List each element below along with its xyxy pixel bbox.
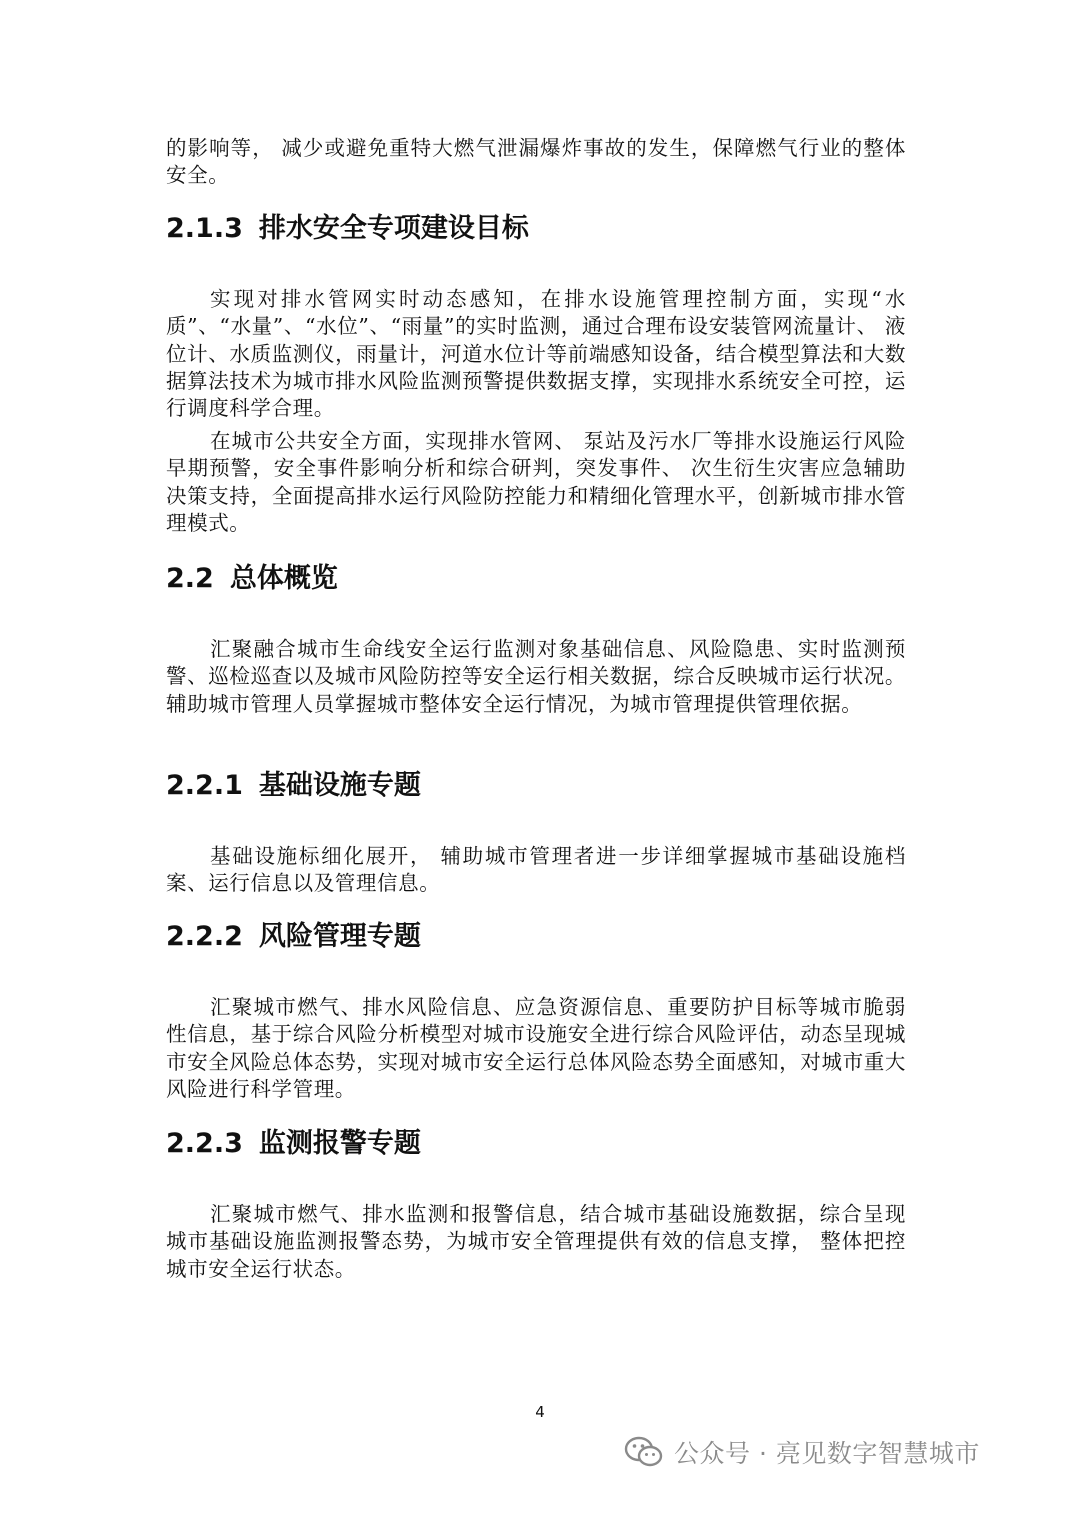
- paragraph-intro: 的影响等， 减少或避免重特大燃气泄漏爆炸事故的发生，保障燃气行业的整体安全。: [166, 136, 906, 188]
- paragraph-risk-management: 汇聚城市燃气、排水风险信息、应急资源信息、重要防护目标等城市脆弱性信息，基于综合风险分析模型对城市设施安全进行综合风险评估，动态呈现城市安全风险总体态势，实现对城市安全运行总体风险态势全面感知，对城市重大风险进行科学管理。: [166, 995, 906, 1101]
- heading-number: 2.2.3: [166, 1128, 243, 1159]
- paragraph-drainage-goal-2: 在城市公共安全方面，实现排水管网、 泵站及污水厂等排水设施运行风险早期预警，安全事件影响分析和综合研判，突发事件、 次生衍生灾害应急辅助决策支持，全面提高排水运行风险防控能力和精细化管理水平，创新城市排水管理模式。: [166, 429, 906, 535]
- heading-number: 2.2.2: [166, 921, 243, 952]
- wechat-icon: [624, 1435, 664, 1469]
- watermark: [624, 1432, 980, 1472]
- page-number: 4: [535, 1403, 545, 1421]
- heading-2-2: [166, 562, 338, 596]
- paragraph-infrastructure: 基础设施标细化展开， 辅助城市管理者进一步详细掌握城市基础设施档案、运行信息以及管理信息。: [166, 844, 906, 896]
- heading-title: 风险管理专题: [258, 921, 421, 952]
- heading-2-2-1: [166, 769, 421, 803]
- paragraph-overview: 汇聚融合城市生命线安全运行监测对象基础信息、风险隐患、实时监测预警、巡检巡查以及城市风险防控等安全运行相关数据，综合反映城市运行状况。辅助城市管理人员掌握城市整体安全运行情况，为城市管理提供管理依据。: [166, 637, 906, 716]
- heading-title: 监测报警专题: [258, 1128, 421, 1159]
- heading-2-1-3: [166, 212, 529, 246]
- heading-2-2-3: [166, 1127, 421, 1161]
- heading-title: 排水安全专项建设目标: [258, 213, 529, 244]
- paragraph-drainage-goal-1: 实现对排水管网实时动态感知，在排水设施管理控制方面，实现“水质”、“水量”、“水位”、“雨量”的实时监测，通过合理布设安装管网流量计、 液位计、水质监测仪，雨量计，河道水位计等前端感知设备，结合模型算法和大数据算法技术为城市排水风险监测预警提供数据支撑，实现排水系统安全可控，运行调度科学合理。: [166, 287, 906, 421]
- watermark-text: 公众号 · 亮见数字智慧城市: [674, 1439, 980, 1468]
- heading-number: 2.2: [166, 563, 214, 594]
- heading-title: 基础设施专题: [258, 770, 421, 801]
- heading-title: 总体概览: [229, 563, 338, 594]
- heading-number: 2.1.3: [166, 213, 243, 244]
- heading-2-2-2: [166, 920, 421, 954]
- heading-number: 2.2.1: [166, 770, 243, 801]
- paragraph-monitoring-alarm: 汇聚城市燃气、排水监测和报警信息，结合城市基础设施数据，综合呈现城市基础设施监测报警态势，为城市安全管理提供有效的信息支撑， 整体把控城市安全运行状态。: [166, 1202, 906, 1281]
